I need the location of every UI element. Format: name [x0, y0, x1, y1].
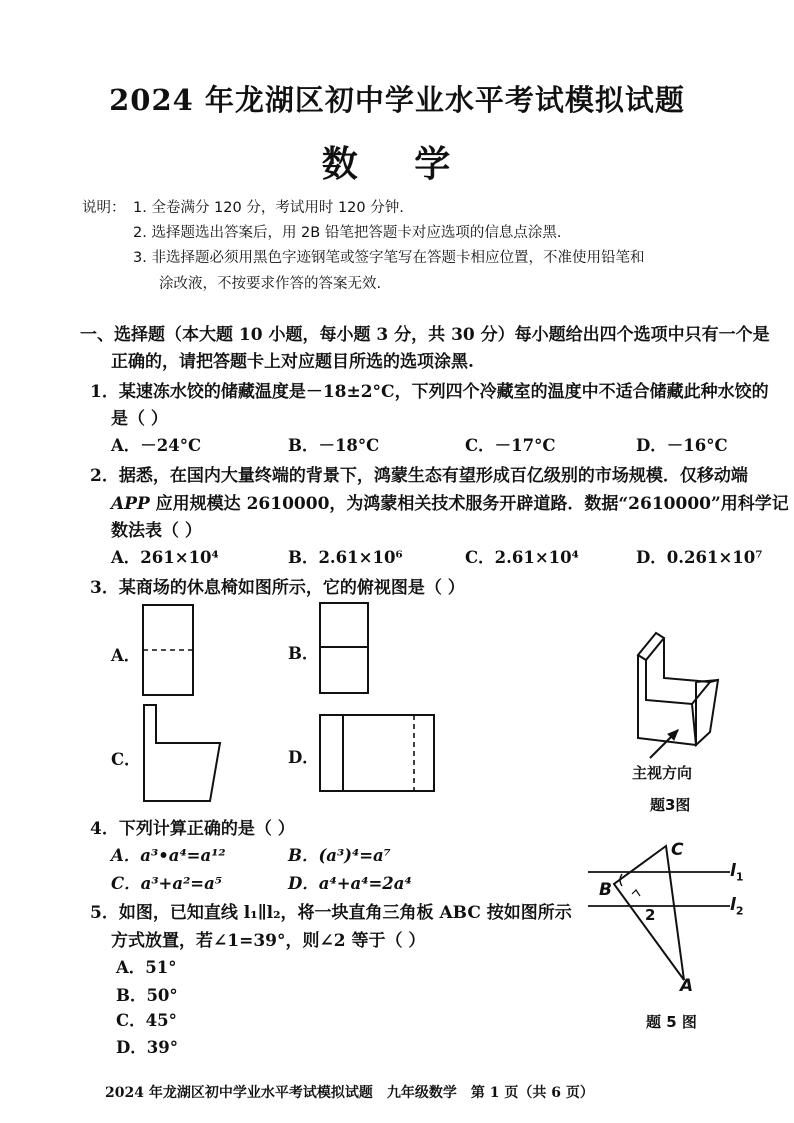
- q1-option-d: D．－16°C: [636, 436, 728, 455]
- q5-stem-cont: 方式放置，若∠1=39°，则∠2 等于（ ）: [111, 931, 426, 951]
- q1-stem-cont: 是（ ）: [111, 409, 168, 429]
- q1-stem: 1．某速冻水饺的储藏温度是－18±2°C，下列四个冷藏室的温度中不适合储藏此种水饺的: [90, 382, 769, 402]
- section-heading-cont: 正确的，请把答题卡上对应题目所选的选项涂黑.: [111, 352, 474, 372]
- q4-option-a: A．a³•a⁴=a¹²: [111, 846, 226, 865]
- q5-triangle-figure: [580, 838, 750, 998]
- q3-option-a-figure: [140, 603, 200, 699]
- q5-label-b: B: [599, 880, 612, 900]
- q3-option-b-figure: [318, 601, 374, 697]
- q4-stem: 4．下列计算正确的是（ ）: [90, 819, 295, 839]
- instructions-label: 说明：: [82, 200, 126, 216]
- q3-option-c-figure: [140, 703, 230, 807]
- q3-figure-caption: 题3图: [650, 796, 691, 814]
- q2-stem-cont: [111, 489, 789, 514]
- q5-figure-caption: 题 5 图: [646, 1013, 697, 1031]
- q3-view-direction-label: 主视方向: [632, 764, 693, 782]
- instruction-1: 1. 全卷满分 120 分，考试用时 120 分钟.: [133, 200, 404, 216]
- q2-option-a: A．261×10⁴: [111, 548, 219, 567]
- q5-stem: 5．如图，已知直线 l₁∥l₂，将一块直角三角板 ABC 按如图所示: [90, 903, 572, 923]
- q3-option-c-letter: C．: [111, 750, 141, 769]
- q3-chair-figure: [630, 630, 730, 770]
- q2-stem: 2．据悉，在国内大量终端的背景下，鸿蒙生态有望形成百亿级别的市场规模．仅移动端: [90, 466, 748, 486]
- q5-label-angle2: 2: [645, 906, 656, 924]
- q5-label-c: C: [671, 840, 684, 860]
- q5-label-l1: $l_1$: [730, 861, 744, 884]
- q1-option-a: A．－24°C: [111, 436, 202, 455]
- q3-option-b-letter: B．: [288, 644, 319, 663]
- section-heading: 一、选择题（本大题 10 小题，每小题 3 分，共 30 分）每小题给出四个选项中只有一个是: [80, 325, 770, 345]
- q5-option-b: B．50°: [116, 986, 178, 1005]
- instruction-2: 2. 选择题选出答案后，用 2B 铅笔把答题卡对应选项的信息点涂黑.: [133, 225, 562, 241]
- q5-option-c: C．45°: [116, 1011, 177, 1030]
- q3-stem: 3．某商场的休息椅如图所示，它的俯视图是（ ）: [90, 578, 465, 598]
- q3-option-a-letter: A．: [111, 646, 141, 665]
- q3-option-d-letter: D．: [288, 748, 319, 767]
- q4-option-d: D．a⁴+a⁴=2a⁴: [288, 874, 412, 893]
- page-footer: 2024 年龙湖区初中学业水平考试模拟试题 九年级数学 第 1 页（共 6 页）: [105, 1085, 594, 1101]
- instruction-3: 3. 非选择题必须用黑色字迹钢笔或签字笔写在答题卡相应位置，不准使用铅笔和: [133, 250, 645, 266]
- instruction-3-cont: 涂改液，不按要求作答的答案无效.: [159, 276, 382, 292]
- q1-option-c: C．－17°C: [465, 436, 556, 455]
- q5-option-d: D．39°: [116, 1038, 179, 1057]
- q2-option-c: C．2.61×10⁴: [465, 548, 579, 567]
- subject-title: 数 学: [321, 143, 473, 185]
- q2-option-d: D．0.261×10⁷: [636, 548, 763, 567]
- q3-option-d-figure: [318, 713, 440, 797]
- page-title: 2024 年龙湖区初中学业水平考试模拟试题: [109, 83, 685, 117]
- q5-option-a: A．51°: [116, 958, 177, 977]
- q4-option-b: B．(a³)⁴=a⁷: [288, 846, 391, 865]
- q4-option-c: C．a³+a²=a⁵: [111, 874, 223, 893]
- q2-app-term: APP: [111, 494, 150, 514]
- q1-option-b: B．－18°C: [288, 436, 380, 455]
- q2-stem-cont2: 数法表（ ）: [111, 521, 202, 541]
- q2-option-b: B．2.61×10⁶: [288, 548, 403, 567]
- q5-label-l2: $l_2$: [730, 895, 744, 918]
- q5-label-a: A: [680, 976, 694, 996]
- q2-stem-text: 应用规模达 2610000，为鸿蒙相关技术服务开辟道路．数据“2610000”用科学记: [149, 494, 789, 514]
